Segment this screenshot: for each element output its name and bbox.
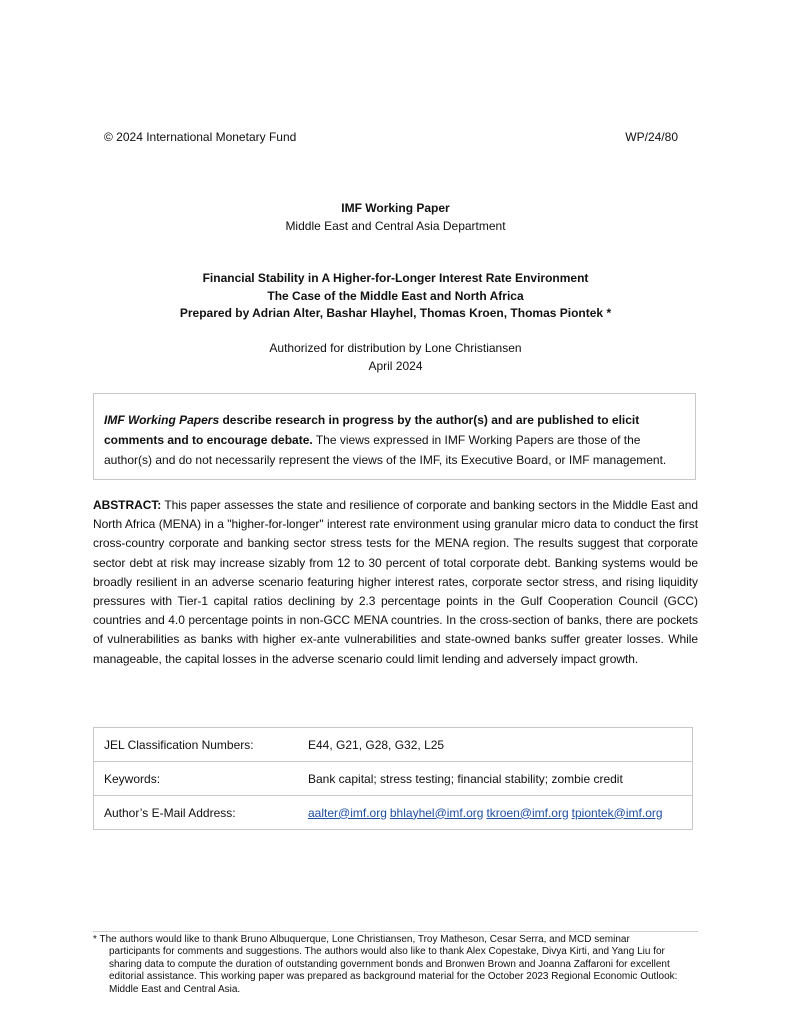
- disclaimer-text: The views expressed in IMF Working Papers are those of the author(s) and do not necessarily represent the views of the IMF, its Executive Board, or IMF management.: [104, 433, 667, 467]
- email-link-alter[interactable]: aalter@imf.org: [308, 805, 387, 820]
- email-label: Author’s E-Mail Address:: [94, 796, 299, 830]
- authorization-block: [94, 340, 697, 375]
- table-row: [94, 796, 693, 830]
- footnote-first-line: * The authors would like to thank Bruno Albuquerque, Lone Christiansen, Troy Matheson, Cesar Serra, and MCD seminar: [93, 934, 630, 945]
- copyright-notice: © 2024 International Monetary Fund: [104, 130, 297, 144]
- jel-label: JEL Classification Numbers:: [94, 728, 299, 762]
- email-link-hlayhel[interactable]: bhlayhel@imf.org: [389, 805, 484, 820]
- disclaimer-lead: IMF Working Papers: [104, 413, 220, 427]
- email-link-piontek[interactable]: tpiontek@imf.org: [571, 805, 663, 820]
- paper-date: April 2024: [368, 358, 423, 373]
- abstract-text: This paper assesses the state and resilience of corporate and banking sectors in the Middle East and North Africa (MENA) in a "higher-for-longer" interest rate environment using granular micro data to conduct the first cross-country corporate and banking sector stress tests for the MENA region. The results suggest that corporate sector debt at risk may increase sizably from 12 to 30 percent of total corporate debt. Banking systems would be broadly resilient in an adverse scenario featuring higher interest rates, corporate sector stress, and rising liquidity pressures with Tier-1 capital ratios declining by 2.3 percentage points in the Gulf Cooperation Council (GCC) countries and 4.0 percentage points in non-GCC MENA countries. In the cross-section of banks, there are pockets of vulnerabilities as banks with higher ex-ante vulnerabilities and state-owned banks suffer greater losses. While manageable, the capital losses in the adverse scenario could limit lending and adversely impact growth.: [93, 498, 698, 666]
- table-row: [94, 762, 693, 796]
- keywords-value: Bank capital; stress testing; financial stability; zombie credit: [298, 762, 693, 796]
- keywords-label: Keywords:: [94, 762, 299, 796]
- disclaimer-box: [93, 393, 696, 480]
- metadata-table: [93, 727, 693, 830]
- abstract: [93, 496, 698, 669]
- authors-line: Prepared by Adrian Alter, Bashar Hlayhel, Thomas Kroen, Thomas Piontek *: [179, 306, 612, 320]
- series-title: IMF Working Paper: [341, 201, 450, 215]
- department-name: Middle East and Central Asia Department: [285, 218, 506, 233]
- footnote-divider: [93, 931, 698, 932]
- paper-number: WP/24/80: [625, 130, 678, 144]
- table-row: [94, 728, 693, 762]
- footnote-rest: participants for comments and suggestions. The authors would also like to thank Alex Copestake, Divya Kirti, and Yang Liu for sharing data to compute the duration of outstanding government bonds and Bronwen Brown and Joanna Zaffaroni for excellent editorial assistance. This working paper was prepared as background material for the October 2023 Regional Economic Outlook: Middle East and Central Asia.: [109, 946, 678, 995]
- footnote: [93, 934, 698, 996]
- email-link-kroen[interactable]: tkroen@imf.org: [486, 805, 569, 820]
- jel-value: E44, G21, G28, G32, L25: [298, 728, 693, 762]
- paper-title-line1: Financial Stability in A Higher-for-Longer Interest Rate Environment: [202, 271, 589, 285]
- email-list: [298, 796, 693, 830]
- disclaimer-bold: describe research in progress by the author(s) and are published to elicit comments and to encourage debate.: [104, 413, 640, 447]
- authorized-by: Authorized for distribution by Lone Christiansen: [269, 341, 522, 355]
- abstract-label: ABSTRACT:: [93, 498, 162, 512]
- series-block: [94, 200, 697, 235]
- title-block: [94, 270, 697, 323]
- paper-title-line2: The Case of the Middle East and North Africa: [267, 288, 524, 303]
